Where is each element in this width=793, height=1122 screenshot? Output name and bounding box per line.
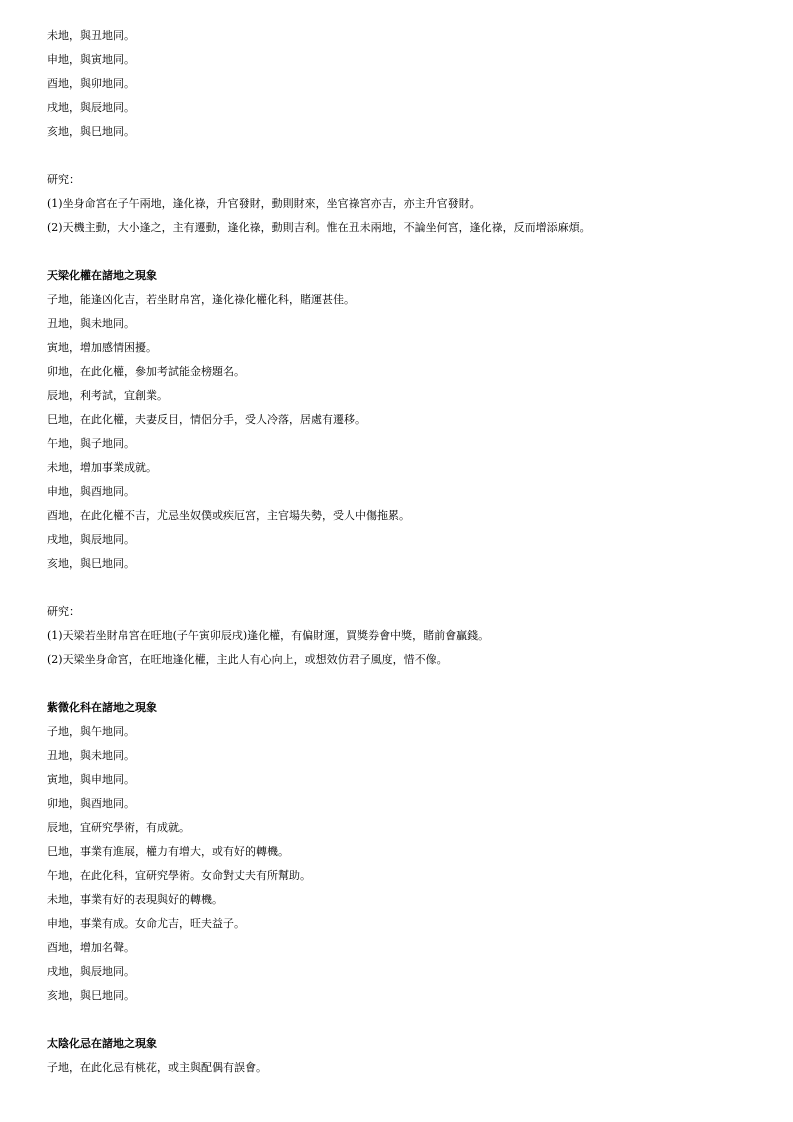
section-heading: 太陰化忌在諸地之現象: [47, 1037, 157, 1050]
text-line: 寅地，增加感情困擾。: [47, 341, 157, 354]
text-line: 巳地，在此化權，夫妻反目，情侶分手，受人冷落，居處有遷移。: [47, 413, 366, 426]
text-line: 子地，與午地同。: [47, 725, 135, 738]
text-line: 研究：: [47, 605, 80, 618]
text-line: 未地，與丑地同。: [47, 29, 135, 42]
blank-line: [47, 672, 767, 696]
text-line: (1)天梁若坐財帛宮在旺地(子午寅卯辰戌)逢化權，有偏財運，買獎券會中獎，賭前會贏錢。: [47, 629, 490, 642]
document-page: [47, 24, 767, 1080]
text-line: 戌地，與辰地同。: [47, 965, 135, 978]
text-line: 丑地，與未地同。: [47, 749, 135, 762]
text-line: 戌地，與辰地同。: [47, 533, 135, 546]
section-heading: 天梁化權在諸地之現象: [47, 269, 157, 282]
text-line: 申地，與寅地同。: [47, 53, 135, 66]
blank-line: [47, 1008, 767, 1032]
text-line: (1)坐身命宮在子午兩地，逢化祿，升官發財，動則財來，坐官祿宮亦吉，亦主升官發財。: [47, 197, 481, 210]
text-line: 巳地，事業有進展，權力有增大，或有好的轉機。: [47, 845, 289, 858]
blank-line: [47, 576, 767, 600]
text-line: 辰地，利考試，宜創業。: [47, 389, 168, 402]
text-line: 申地，事業有成。女命尤吉，旺夫益子。: [47, 917, 245, 930]
text-line: 卯地，在此化權，參加考試能金榜題名。: [47, 365, 245, 378]
text-line: 丑地，與未地同。: [47, 317, 135, 330]
text-line: 酉地，與卯地同。: [47, 77, 135, 90]
text-line: 亥地，與巳地同。: [47, 125, 135, 138]
text-line: 卯地，與酉地同。: [47, 797, 135, 810]
text-line: (2)天梁坐身命宮，在旺地逢化權，主此人有心向上，或想效仿君子風度，惜不像。: [47, 653, 448, 666]
text-line: 酉地，在此化權不吉，尤忌坐奴僕或疾厄宮，主官場失勢，受人中傷拖累。: [47, 509, 410, 522]
text-line: 申地，與酉地同。: [47, 485, 135, 498]
blank-line: [47, 240, 767, 264]
text-line: 亥地，與巳地同。: [47, 557, 135, 570]
blank-line: [47, 144, 767, 168]
text-line: 辰地，宜研究學術，有成就。: [47, 821, 190, 834]
text-line: 子地，能逢凶化吉，若坐財帛宮，逢化祿化權化科，賭運甚佳。: [47, 293, 355, 306]
text-line: 寅地，與申地同。: [47, 773, 135, 786]
text-line: 子地，在此化忌有桃花，或主與配偶有誤會。: [47, 1061, 267, 1074]
section-heading: 紫微化科在諸地之現象: [47, 701, 157, 714]
text-line: 酉地，增加名聲。: [47, 941, 135, 954]
text-line: (2)天機主動，大小逢之，主有遷動，逢化祿，動則吉利。惟在丑未兩地，不論坐何宮，逢化祿，反而增添麻煩。: [47, 221, 591, 234]
text-line: 亥地，與巳地同。: [47, 989, 135, 1002]
text-line: 午地，與子地同。: [47, 437, 135, 450]
text-line: 午地，在此化科，宜研究學術。女命對丈夫有所幫助。: [47, 869, 311, 882]
text-line: 未地，增加事業成就。: [47, 461, 157, 474]
text-line: 研究：: [47, 173, 80, 186]
text-line: 未地，事業有好的表現與好的轉機。: [47, 893, 223, 906]
text-line: 戌地，與辰地同。: [47, 101, 135, 114]
